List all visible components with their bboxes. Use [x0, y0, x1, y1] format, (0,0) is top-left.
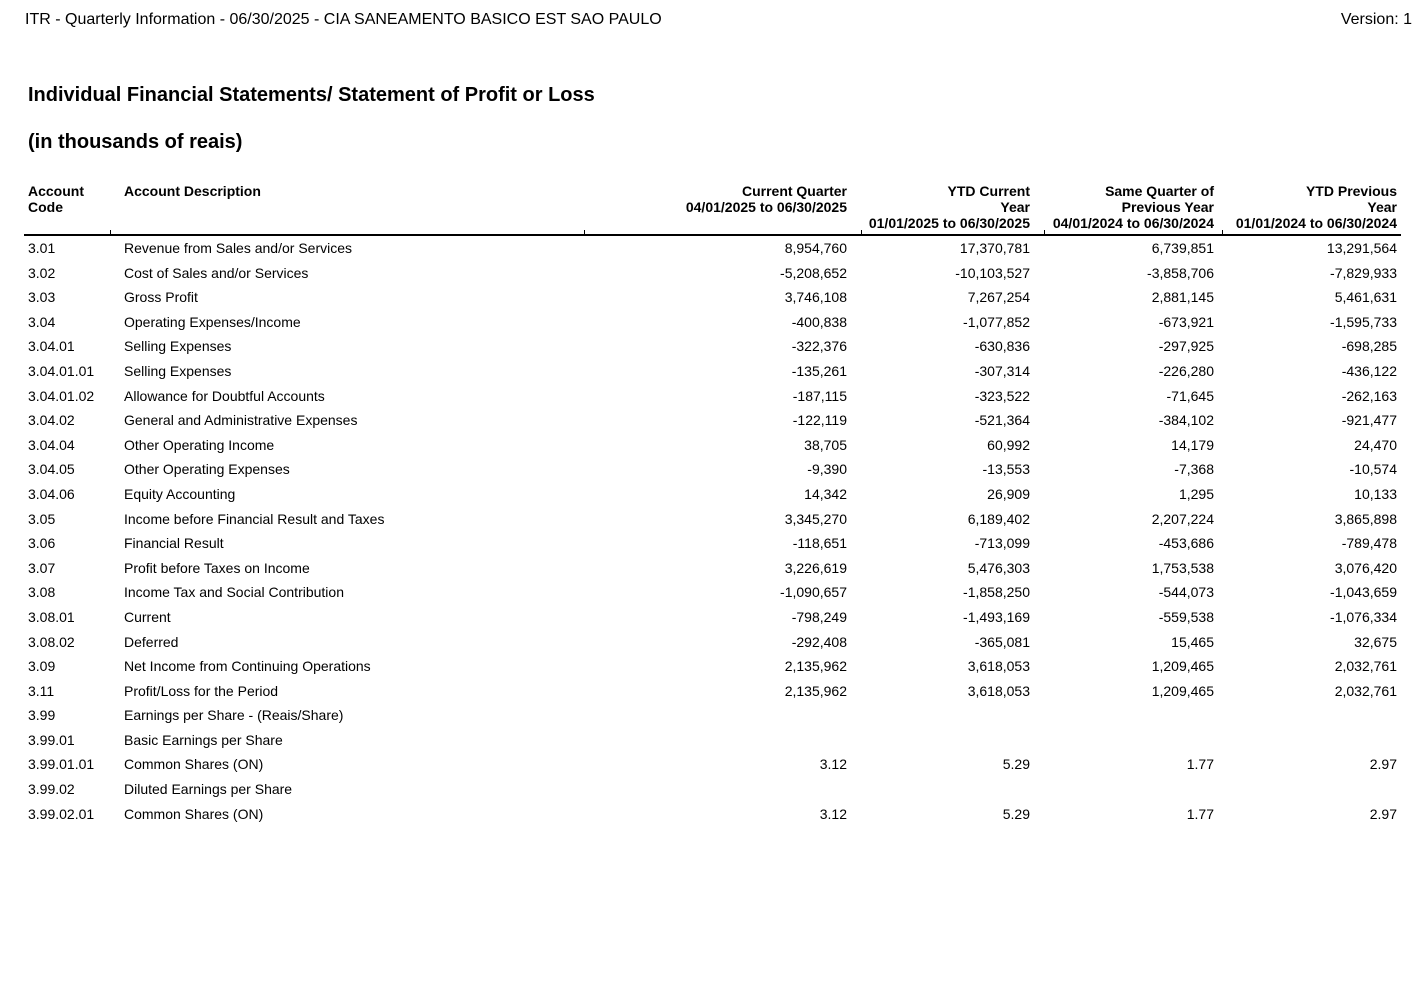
account-code-cell: 3.04.01.02 [28, 387, 95, 404]
table-row [24, 532, 1401, 557]
ytd-current-cell: 3,618,053 [967, 682, 1030, 699]
current-quarter-cell: 2,135,962 [784, 682, 847, 699]
account-code-cell: 3.02 [28, 264, 56, 281]
account-description-cell: Other Operating Expenses [124, 461, 290, 478]
account-code-cell: 3.07 [28, 559, 56, 576]
ytd-previous-cell: -1,043,659 [1330, 584, 1397, 601]
current-quarter-cell: 3,345,270 [784, 510, 847, 527]
current-quarter-cell: 14,342 [804, 485, 847, 502]
account-code-cell: 3.99 [28, 707, 56, 724]
same-quarter-previous-cell: 1,209,465 [1151, 658, 1214, 675]
current-quarter-cell: -122,119 [792, 412, 847, 429]
ytd-previous-cell: 24,470 [1354, 436, 1397, 453]
statement-title: Individual Financial Statements/ Statement of Profit or Loss [28, 84, 595, 106]
current-quarter-cell: -1,090,657 [780, 584, 847, 601]
ytd-current-cell: 3,618,053 [967, 658, 1030, 675]
table-row [24, 631, 1401, 656]
current-quarter-cell: -9,390 [807, 461, 847, 478]
same-quarter-previous-cell: -544,073 [1158, 584, 1214, 601]
current-quarter-cell: -798,249 [791, 608, 847, 625]
same-quarter-previous-cell: 1.77 [1186, 805, 1214, 822]
header-same-quarter-previous-line1: Same Quarter of [1105, 183, 1214, 199]
account-description-cell: Cost of Sales and/or Services [124, 264, 309, 281]
header-ytd-current [869, 183, 1030, 231]
account-description-cell: Common Shares (ON) [124, 805, 264, 822]
header-ytd-previous-line2: Year [1367, 199, 1397, 215]
account-description-cell: Selling Expenses [124, 338, 232, 355]
ytd-current-cell: -1,077,852 [963, 313, 1030, 330]
account-code-cell: 3.99.02.01 [28, 805, 95, 822]
ytd-previous-cell: -789,478 [1341, 535, 1397, 552]
account-description-cell: Common Shares (ON) [124, 756, 264, 773]
table-row [24, 286, 1401, 311]
table-row [24, 434, 1401, 459]
current-quarter-cell: -118,651 [792, 535, 847, 552]
table-row [24, 409, 1401, 434]
ytd-current-cell: -521,364 [974, 412, 1030, 429]
header-current-quarter [686, 183, 847, 215]
table-row [24, 385, 1401, 410]
ytd-current-cell: -1,493,169 [963, 608, 1030, 625]
account-description-cell: General and Administrative Expenses [124, 412, 358, 429]
ytd-previous-cell: 3,865,898 [1334, 510, 1397, 527]
account-description-cell: Allowance for Doubtful Accounts [124, 387, 325, 404]
account-code-cell: 3.08.01 [28, 608, 75, 625]
same-quarter-previous-cell: 6,739,851 [1151, 240, 1214, 256]
account-description-cell: Gross Profit [124, 289, 198, 306]
ytd-previous-cell: 2,032,761 [1334, 682, 1397, 699]
table-row [24, 311, 1401, 336]
current-quarter-cell: -135,261 [791, 362, 847, 379]
ytd-previous-cell: 2.97 [1369, 756, 1397, 773]
header-account-code [28, 183, 84, 215]
table-row [24, 557, 1401, 582]
account-code-cell: 3.11 [28, 682, 55, 699]
account-code-cell: 3.01 [28, 240, 56, 256]
ytd-current-cell: -630,836 [974, 338, 1030, 355]
header-ytd-current-line3: 01/01/2025 to 06/30/2025 [868, 215, 1030, 231]
account-description-cell: Income before Financial Result and Taxes [124, 510, 385, 527]
account-code-cell: 3.09 [28, 658, 56, 675]
ytd-current-cell: 5.29 [1002, 805, 1030, 822]
account-code-cell: 3.08 [28, 584, 56, 601]
header-ytd-previous-line1: YTD Previous [1305, 183, 1397, 199]
header-account-description [124, 183, 261, 199]
table-row [24, 360, 1401, 385]
account-description-cell: Selling Expenses [124, 362, 232, 379]
same-quarter-previous-cell: 2,207,224 [1151, 510, 1214, 527]
ytd-current-cell: -307,314 [974, 362, 1030, 379]
statement-subtitle: (in thousands of reais) [28, 131, 243, 153]
ytd-previous-cell: 32,675 [1354, 633, 1397, 650]
table-row [24, 581, 1401, 606]
account-code-cell: 3.03 [28, 289, 56, 306]
header-same-quarter-previous [1053, 183, 1214, 231]
account-code-cell: 3.04.05 [28, 461, 75, 478]
account-description-cell: Earnings per Share - (Reais/Share) [124, 707, 344, 724]
header-account-code-line1: Account [28, 183, 84, 199]
header-account-description-label: Account Description [124, 183, 261, 199]
ytd-previous-cell: -1,076,334 [1330, 608, 1397, 625]
account-code-cell: 3.04.02 [28, 412, 75, 429]
column-separator [584, 230, 585, 236]
same-quarter-previous-cell: -7,368 [1174, 461, 1214, 478]
current-quarter-cell: 3.12 [819, 756, 847, 773]
column-separator [1044, 230, 1045, 236]
ytd-current-cell: -323,522 [974, 387, 1030, 404]
account-description-cell: Financial Result [124, 535, 224, 552]
ytd-previous-cell: 13,291,564 [1326, 240, 1397, 256]
account-code-cell: 3.04.04 [28, 436, 75, 453]
header-ytd-previous-line3: 01/01/2024 to 06/30/2024 [1235, 215, 1397, 231]
ytd-previous-cell: 2.97 [1369, 805, 1397, 822]
same-quarter-previous-cell: 1,295 [1178, 485, 1214, 502]
ytd-previous-cell: 2,032,761 [1334, 658, 1397, 675]
profit-loss-table [24, 182, 1401, 827]
current-quarter-cell: -187,115 [792, 387, 847, 404]
table-row [24, 680, 1401, 705]
table-row [24, 803, 1401, 828]
account-description-cell: Equity Accounting [124, 485, 236, 502]
ytd-current-cell: -365,081 [974, 633, 1030, 650]
table-header [24, 182, 1401, 236]
header-ytd-current-line2: Year [1000, 199, 1030, 215]
same-quarter-previous-cell: 2,881,145 [1151, 289, 1214, 306]
ytd-current-cell: 7,267,254 [967, 289, 1030, 306]
page-header [25, 11, 1412, 31]
ytd-previous-cell: -1,595,733 [1330, 313, 1397, 330]
same-quarter-previous-cell: 1.77 [1186, 756, 1214, 773]
table-body [24, 237, 1401, 827]
same-quarter-previous-cell: -71,645 [1166, 387, 1214, 404]
ytd-previous-cell: -698,285 [1341, 338, 1397, 355]
same-quarter-previous-cell: 15,465 [1171, 633, 1214, 650]
same-quarter-previous-cell: 1,753,538 [1151, 559, 1214, 576]
ytd-previous-cell: -921,477 [1341, 412, 1397, 429]
ytd-previous-cell: -10,574 [1349, 461, 1397, 478]
account-description-cell: Operating Expenses/Income [124, 313, 301, 330]
document-header: ITR - Quarterly Information - 06/30/2025 - CIA SANEAMENTO BASICO EST SAO PAULO [25, 11, 662, 28]
header-current-quarter-line2: 04/01/2025 to 06/30/2025 [685, 199, 847, 215]
account-description-cell: Diluted Earnings per Share [124, 781, 293, 798]
table-row [24, 606, 1401, 631]
account-description-cell: Profit/Loss for the Period [124, 682, 279, 699]
ytd-previous-cell: 3,076,420 [1334, 559, 1397, 576]
column-separator [861, 230, 862, 236]
current-quarter-cell: 3,746,108 [784, 289, 847, 306]
account-code-cell: 3.99.01 [28, 731, 75, 748]
same-quarter-previous-cell: -384,102 [1158, 412, 1214, 429]
current-quarter-cell: 3.12 [819, 805, 847, 822]
same-quarter-previous-cell: 1,209,465 [1151, 682, 1214, 699]
table-row [24, 458, 1401, 483]
account-description-cell: Other Operating Income [124, 436, 275, 453]
same-quarter-previous-cell: -673,921 [1158, 313, 1214, 330]
account-description-cell: Basic Earnings per Share [124, 731, 283, 748]
account-code-cell: 3.04.06 [28, 485, 75, 502]
same-quarter-previous-cell: -226,280 [1158, 362, 1214, 379]
current-quarter-cell: 3,226,619 [784, 559, 847, 576]
current-quarter-cell: -322,376 [791, 338, 847, 355]
current-quarter-cell: -292,408 [791, 633, 847, 650]
table-row [24, 237, 1401, 262]
ytd-previous-cell: -436,122 [1341, 362, 1397, 379]
ytd-current-cell: 17,370,781 [959, 240, 1030, 256]
current-quarter-cell: -400,838 [791, 313, 847, 330]
ytd-current-cell: 26,909 [987, 485, 1030, 502]
ytd-current-cell: 5.29 [1002, 756, 1030, 773]
account-code-cell: 3.04.01.01 [28, 362, 95, 379]
ytd-current-cell: -1,858,250 [963, 584, 1030, 601]
account-code-cell: 3.08.02 [28, 633, 75, 650]
table-row [24, 335, 1401, 360]
header-account-code-line2: Code [28, 199, 63, 215]
same-quarter-previous-cell: -559,538 [1158, 608, 1214, 625]
header-ytd-current-line1: YTD Current [947, 183, 1030, 199]
table-row [24, 483, 1401, 508]
current-quarter-cell: 8,954,760 [784, 240, 847, 256]
header-same-quarter-previous-line2: Previous Year [1121, 199, 1214, 215]
ytd-current-cell: -13,553 [982, 461, 1030, 478]
table-row [24, 704, 1401, 729]
table-row [24, 778, 1401, 803]
account-description-cell: Income Tax and Social Contribution [124, 584, 344, 601]
ytd-current-cell: -10,103,527 [955, 264, 1030, 281]
account-description-cell: Revenue from Sales and/or Services [124, 240, 352, 256]
current-quarter-cell: -5,208,652 [780, 264, 847, 281]
account-description-cell: Net Income from Continuing Operations [124, 658, 371, 675]
account-code-cell: 3.99.01.01 [28, 756, 95, 773]
account-code-cell: 3.04.01 [28, 338, 75, 355]
account-description-cell: Current [124, 608, 171, 625]
header-current-quarter-line1: Current Quarter [741, 183, 847, 199]
account-code-cell: 3.99.02 [28, 781, 75, 798]
header-same-quarter-previous-line3: 04/01/2024 to 06/30/2024 [1052, 215, 1214, 231]
column-separator [1222, 230, 1223, 236]
column-separator [110, 230, 111, 236]
account-code-cell: 3.05 [28, 510, 56, 527]
table-row [24, 655, 1401, 680]
ytd-previous-cell: -262,163 [1341, 387, 1397, 404]
ytd-current-cell: 6,189,402 [967, 510, 1030, 527]
same-quarter-previous-cell: -453,686 [1158, 535, 1214, 552]
table-row [24, 753, 1401, 778]
table-row [24, 729, 1401, 754]
ytd-previous-cell: 10,133 [1354, 485, 1397, 502]
ytd-previous-cell: 5,461,631 [1334, 289, 1397, 306]
ytd-current-cell: -713,099 [974, 535, 1030, 552]
current-quarter-cell: 2,135,962 [784, 658, 847, 675]
version-label: Version: 1 [1340, 11, 1412, 28]
same-quarter-previous-cell: -3,858,706 [1147, 264, 1214, 281]
account-code-cell: 3.06 [28, 535, 56, 552]
same-quarter-previous-cell: 14,179 [1171, 436, 1214, 453]
current-quarter-cell: 38,705 [804, 436, 847, 453]
account-code-cell: 3.04 [28, 313, 56, 330]
account-description-cell: Deferred [124, 633, 179, 650]
same-quarter-previous-cell: -297,925 [1158, 338, 1214, 355]
ytd-current-cell: 5,476,303 [967, 559, 1030, 576]
table-row [24, 262, 1401, 287]
table-row [24, 508, 1401, 533]
ytd-current-cell: 60,992 [987, 436, 1030, 453]
account-description-cell: Profit before Taxes on Income [124, 559, 310, 576]
ytd-previous-cell: -7,829,933 [1330, 264, 1397, 281]
header-ytd-previous [1236, 183, 1397, 231]
